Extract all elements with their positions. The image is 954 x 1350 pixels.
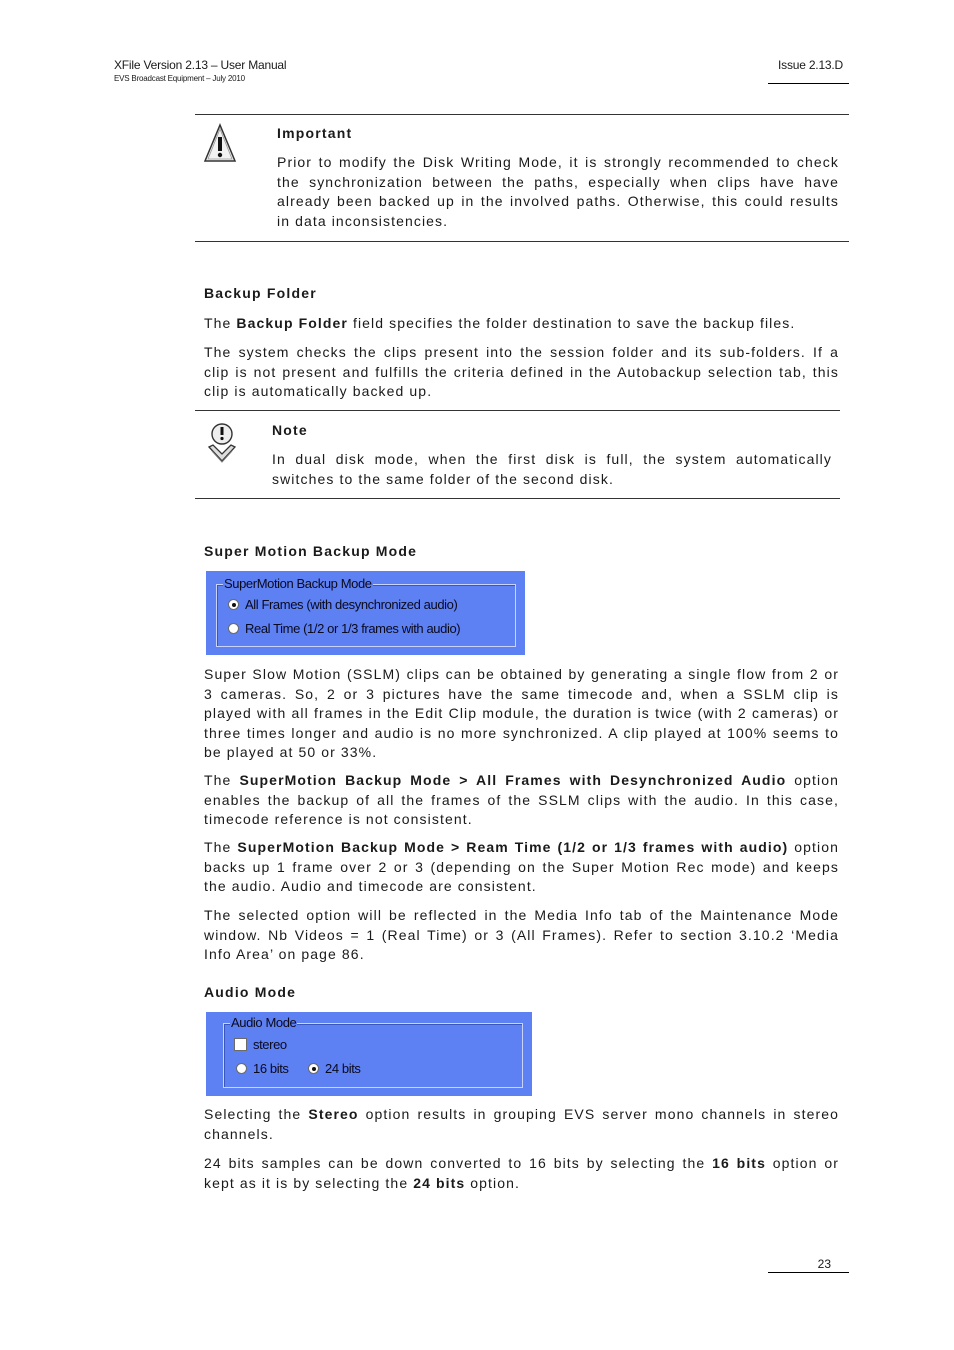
note-callout bbox=[195, 410, 840, 499]
note-hand-icon bbox=[205, 421, 239, 470]
audio-mode-paragraph-1 bbox=[204, 1105, 839, 1144]
bits16-radio[interactable] bbox=[236, 1063, 247, 1074]
issue-number: Issue 2.13.D bbox=[778, 58, 843, 72]
stereo-checkbox[interactable] bbox=[234, 1038, 247, 1051]
important-callout bbox=[195, 114, 849, 242]
note-title: Note bbox=[272, 422, 308, 438]
bits24-label: 24 bits bbox=[325, 1061, 361, 1076]
bold-text: 24 bits bbox=[413, 1174, 466, 1191]
bold-text: Backup Folder bbox=[236, 315, 348, 331]
text: The bbox=[204, 772, 240, 788]
warning-triangle-icon bbox=[203, 123, 237, 170]
text: option. bbox=[465, 1174, 520, 1191]
supermotion-groupbox bbox=[216, 584, 516, 647]
page-number: 23 bbox=[817, 1257, 831, 1271]
bold-text: 16 bits bbox=[712, 1155, 766, 1171]
audio-mode-groupbox bbox=[223, 1023, 523, 1088]
text: The bbox=[204, 839, 238, 855]
audio-mode-legend: Audio Mode bbox=[231, 1015, 297, 1030]
backup-folder-heading: Backup Folder bbox=[204, 285, 317, 301]
super-motion-paragraph-4: The selected option will be reflected in the Media Info tab of the Maintenance Mode window. Nb Videos = 1 (Real Time) or 3 (All Frames). Refer to section 3.10.2 ‘Media Info Area’ on page 86. bbox=[204, 907, 839, 962]
text: option results in grouping EVS server mono channels in stereo channels. bbox=[204, 1106, 839, 1142]
text: The bbox=[204, 315, 237, 331]
header-rule bbox=[768, 83, 849, 84]
all-frames-radio[interactable] bbox=[228, 599, 239, 610]
real-time-label: Real Time (1/2 or 1/3 frames with audio) bbox=[245, 621, 461, 636]
all-frames-radio-option[interactable] bbox=[228, 597, 457, 612]
all-frames-label: All Frames (with desynchronized audio) bbox=[245, 597, 458, 612]
stereo-label: stereo bbox=[253, 1037, 287, 1052]
audio-mode-dialog bbox=[206, 1012, 532, 1096]
document-subtitle: EVS Broadcast Equipment – July 2010 bbox=[114, 74, 245, 83]
text: option backs up 1 frame over 2 or 3 (depending on the Super Motion Rec mode) and keeps the audio. Audio and timecode are consistent. bbox=[204, 839, 839, 894]
important-body: Prior to modify the Disk Writing Mode, it is strongly recommended to check the synchronization between the paths, especially when clips have have already been backed up in the involved paths. Otherwise, this could results in data inconsistencies. bbox=[277, 154, 839, 229]
bits24-radio[interactable] bbox=[308, 1063, 319, 1074]
important-title: Important bbox=[277, 125, 353, 141]
bold-text: SuperMotion Backup Mode > All Frames with Desynchronized Audio bbox=[239, 772, 787, 788]
footer-rule bbox=[768, 1272, 849, 1273]
backup-folder-paragraph-2: The system checks the clips present into the session folder and its sub-folders. If a clip is not present and fulfills the criteria defined in the Autobackup selection tab, this clip is automatically backed up. bbox=[204, 344, 839, 399]
document-title: XFile Version 2.13 – User Manual bbox=[114, 58, 287, 72]
bits16-radio-option[interactable] bbox=[236, 1061, 289, 1076]
bold-text: SuperMotion Backup Mode > Ream Time (1/2 or 1/3 frames with audio) bbox=[237, 839, 789, 855]
supermotion-legend: SuperMotion Backup Mode bbox=[224, 576, 372, 591]
note-body: In dual disk mode, when the first disk is full, the system automatically switches to the same folder of the second disk. bbox=[272, 451, 832, 487]
real-time-radio-option[interactable] bbox=[228, 621, 460, 636]
text: option enables the backup of all the frames of the SSLM clips with the audio. In this case, timecode reference is not consistent. bbox=[204, 772, 839, 827]
super-motion-paragraph-1: Super Slow Motion (SSLM) clips can be obtained by generating a single flow from 2 or 3 cameras. So, 2 or 3 pictures have the same timecode and, when a SSLM clip is played with all frames in the Edit Clip module, the duration is twice (with 2 cameras) or three times longer and audio is no more synchronized. A clip played at 100% seems to be played at 50 or 33%. bbox=[204, 666, 839, 760]
text: field specifies the folder destination to save the backup files. bbox=[347, 315, 796, 331]
text: 24 bits samples can be down converted to 16 bits by selecting the bbox=[204, 1155, 713, 1171]
audio-mode-heading: Audio Mode bbox=[204, 984, 297, 1000]
audio-mode-paragraph-2 bbox=[204, 1154, 839, 1193]
text: Selecting the bbox=[204, 1106, 309, 1122]
bold-text: Stereo bbox=[308, 1106, 359, 1122]
super-motion-paragraph-3 bbox=[204, 838, 839, 897]
text: option or kept as it is by selecting the bbox=[204, 1155, 839, 1191]
bits16-label: 16 bits bbox=[253, 1061, 289, 1076]
page-header bbox=[114, 58, 286, 83]
backup-folder-paragraph-1 bbox=[204, 314, 839, 334]
super-motion-heading: Super Motion Backup Mode bbox=[204, 543, 418, 559]
real-time-radio[interactable] bbox=[228, 623, 239, 634]
bits24-radio-option[interactable] bbox=[308, 1061, 361, 1076]
supermotion-dialog bbox=[206, 571, 525, 655]
stereo-checkbox-option[interactable] bbox=[234, 1037, 287, 1052]
super-motion-paragraph-2 bbox=[204, 771, 839, 830]
